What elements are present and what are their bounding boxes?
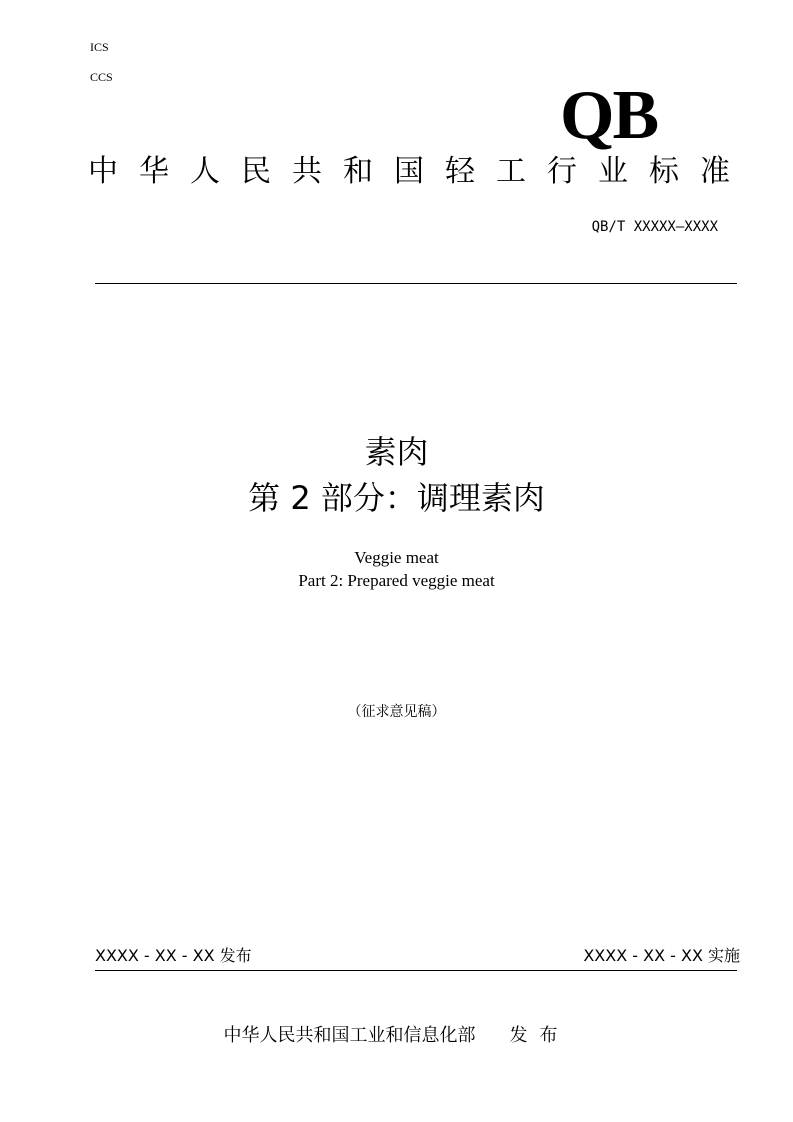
issuing-authority: 中华人民共和国工业和信息化部 xyxy=(223,1025,476,1046)
qb-logo: QB xyxy=(560,77,658,154)
issue-action: 发布 xyxy=(509,1025,570,1046)
issuer-title: 中华人民共和国轻工行业标准 xyxy=(88,154,751,189)
top-divider xyxy=(95,283,737,284)
title-main-en: Veggie meat xyxy=(354,548,439,567)
bottom-divider xyxy=(95,970,737,971)
ccs-code: CCS xyxy=(90,70,113,84)
title-part-cn: 第 2 部分：调理素肉 xyxy=(248,479,545,517)
title-main-cn: 素肉 xyxy=(364,433,429,471)
title-part-en: Part 2: Prepared veggie meat xyxy=(298,571,495,590)
publish-date: XXXX - XX - XX 发布 xyxy=(95,946,252,965)
standard-number: QB/T XXXXX—XXXX xyxy=(591,219,718,235)
footer xyxy=(0,1023,793,1049)
draft-status: （征求意见稿） xyxy=(347,704,446,720)
ics-code: ICS xyxy=(90,40,109,54)
effective-date: XXXX - XX - XX 实施 xyxy=(583,946,740,965)
